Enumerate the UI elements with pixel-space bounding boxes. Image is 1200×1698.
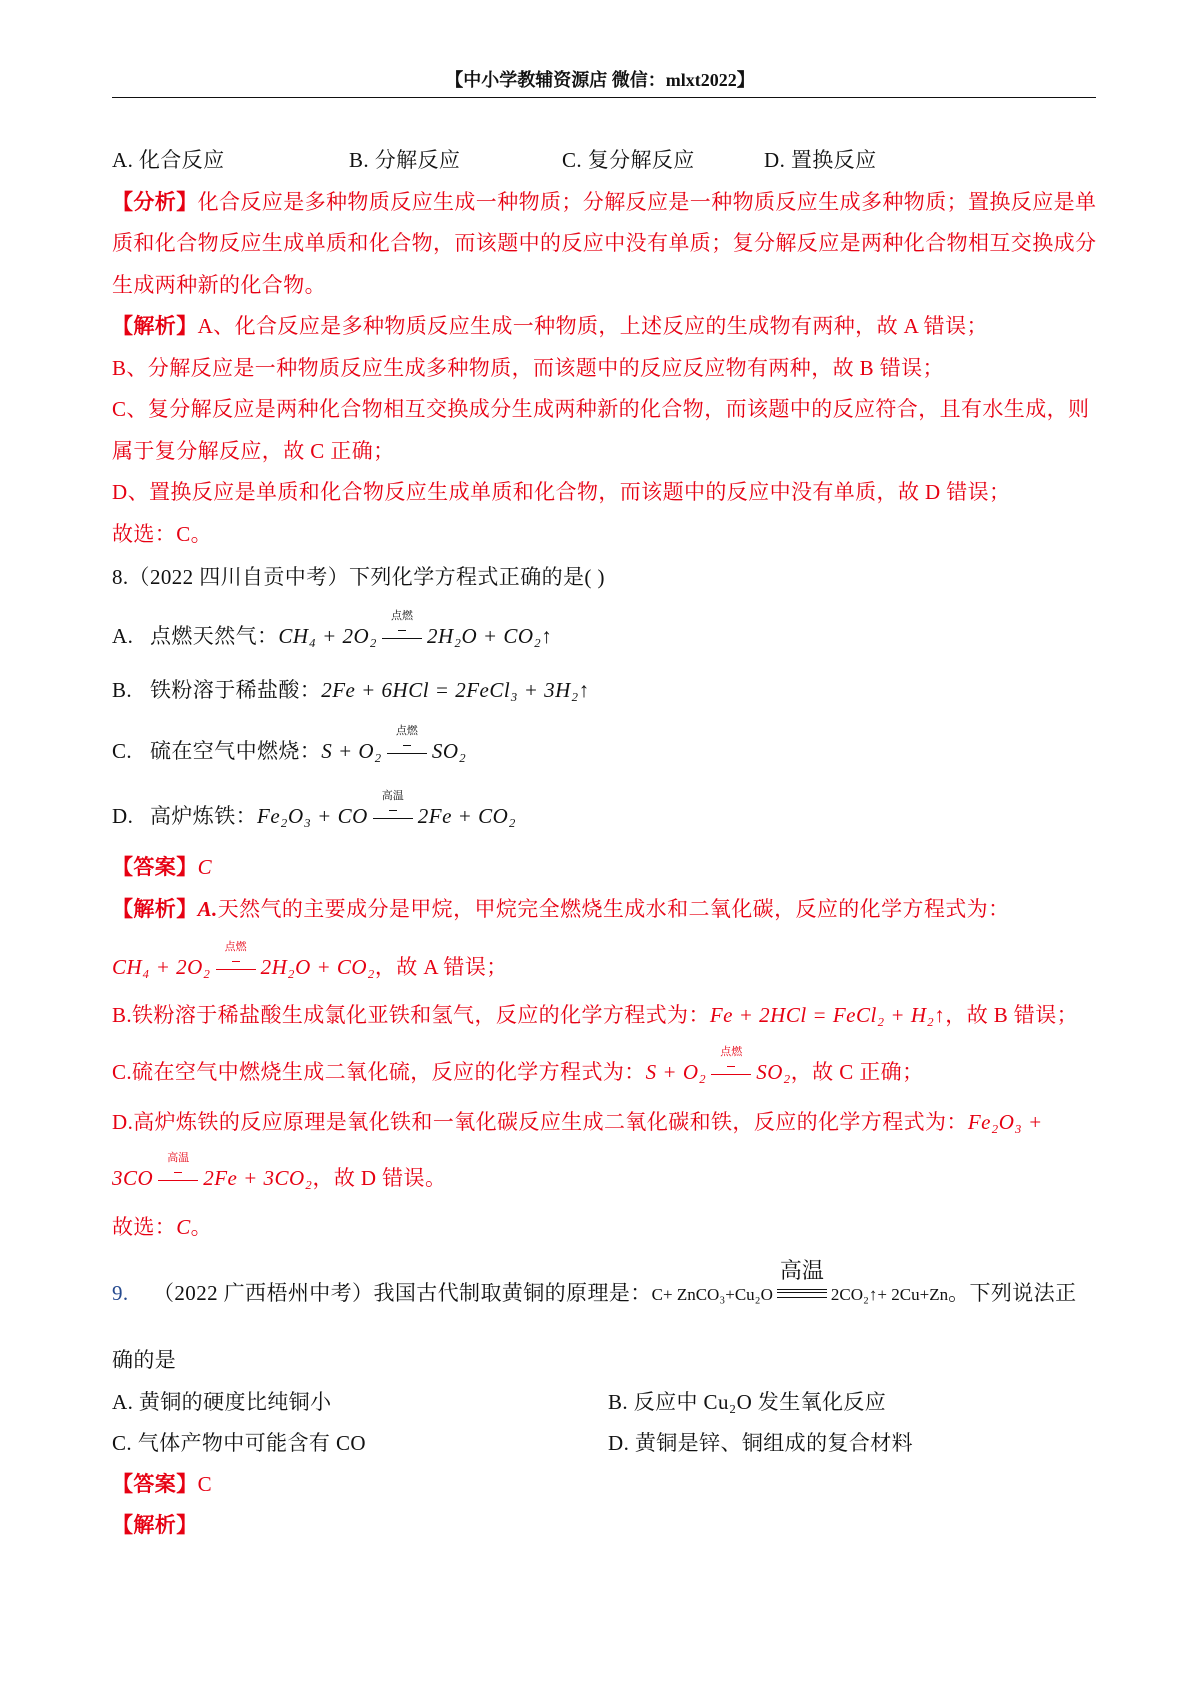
q7-analysis-line: 质和化合物反应生成单质和化合物，而该题中的反应中没有单质；复分解反应是两种化合物相互交换成分 bbox=[112, 231, 1097, 255]
q7-explanation-line: C、复分解反应是两种化合物相互交换成分生成两种新的化合物，而该题中的反应符合，且有水生成，则 bbox=[112, 397, 1090, 421]
explanation-text: C.硫在空气中燃烧生成二氧化硫，反应的化学方程式为： bbox=[112, 1060, 646, 1084]
final-answer-value: C bbox=[176, 1215, 191, 1239]
q7-explanation-line: B、分解反应是一种物质反应生成多种物质，而该题中的反应反应物有两种，故 B 错误； bbox=[112, 356, 944, 380]
explanation-text: B.铁粉溶于稀盐酸生成氯化亚铁和氢气，反应的化学方程式为： bbox=[112, 1003, 710, 1027]
explanation-tag: 【解析】 bbox=[112, 897, 198, 921]
q8-option-a bbox=[112, 610, 1192, 650]
q7-explanation-line bbox=[112, 312, 1192, 340]
q7-analysis-line: 生成两种新的化合物。 bbox=[112, 273, 326, 297]
products: 2CO₂↑+ 2Cu+Zn bbox=[830, 1285, 949, 1304]
reaction-condition bbox=[214, 941, 258, 981]
explanation-verdict: ，故 B 错误； bbox=[945, 1003, 1079, 1027]
q7-option-b: B. 分解反应 bbox=[349, 148, 461, 172]
option-text: 点燃天然气： bbox=[150, 624, 279, 648]
equation-lhs: Fe₂O₃ + bbox=[967, 1110, 1043, 1134]
q8-explanation-d-equation bbox=[112, 1152, 1192, 1192]
q9-option-b: B. 反应中 Cu₂O 发生氧化反应 bbox=[608, 1390, 887, 1414]
q8-explanation-a bbox=[112, 895, 1192, 923]
q7-analysis-line bbox=[112, 188, 1192, 216]
condition-bar bbox=[387, 753, 427, 754]
q8-option-c bbox=[112, 725, 1192, 765]
explanation-tag: 【解析】 bbox=[112, 1513, 198, 1537]
equation-lhs: 3CO bbox=[112, 1166, 154, 1190]
condition-label: 点燃 bbox=[720, 1046, 743, 1058]
q7-explanation-line: 属于复分解反应，故 C 正确； bbox=[112, 439, 395, 463]
equation-rhs: 2H₂O + CO₂ bbox=[260, 955, 375, 979]
condition-bar bbox=[158, 1180, 198, 1181]
equation-lhs: CH₄ + 2O₂ bbox=[278, 624, 378, 648]
option-label: D. bbox=[112, 804, 134, 828]
equation-rhs: 2Fe + 3CO₂ bbox=[203, 1166, 313, 1190]
condition-bar bbox=[216, 969, 256, 970]
equation-lhs: S + O₂ bbox=[321, 739, 382, 763]
reactants: C+ ZnCO₃+Cu₂O bbox=[651, 1285, 773, 1304]
q9-options-row bbox=[112, 1429, 1192, 1457]
equation-rhs: 2H₂O + CO₂↑ bbox=[427, 624, 553, 648]
answer-tag: 【答案】 bbox=[112, 1472, 198, 1496]
q8-stem: 8.（2022 四川自贡中考）下列化学方程式正确的是( ) bbox=[112, 565, 605, 589]
final-suffix: 。 bbox=[190, 1215, 213, 1239]
option-label: B. bbox=[112, 678, 133, 702]
q7-option-a: A. 化合反应 bbox=[112, 148, 225, 172]
q7-final-answer: 故选：C。 bbox=[112, 522, 213, 546]
final-prefix: 故选： bbox=[112, 1215, 177, 1239]
reaction-condition bbox=[775, 1258, 829, 1307]
explanation-item-label: A. bbox=[197, 897, 218, 921]
explanation-verdict: ，故 D 错误。 bbox=[312, 1166, 447, 1190]
q7-option-d: D. 置换反应 bbox=[764, 148, 877, 172]
option-text: 硫在空气中燃烧： bbox=[150, 739, 322, 763]
q8-option-d bbox=[112, 790, 1192, 830]
answer-value: C bbox=[197, 855, 213, 879]
q9-option-a: A. 黄铜的硬度比纯铜小 bbox=[112, 1390, 332, 1414]
q9-explanation bbox=[112, 1511, 1192, 1539]
explanation-text: 天然气的主要成分是甲烷，甲烷完全燃烧生成水和二氧化碳，反应的化学方程式为： bbox=[217, 897, 1010, 921]
condition-label: 点燃 bbox=[395, 725, 418, 737]
equation-lhs: S + O₂ bbox=[645, 1060, 707, 1084]
condition-bar bbox=[382, 638, 422, 639]
condition-label: 高温 bbox=[381, 790, 404, 802]
condition-bar bbox=[711, 1074, 751, 1075]
q8-answer bbox=[112, 853, 1192, 881]
condition-label: 高温 bbox=[167, 1152, 190, 1164]
reaction-condition bbox=[385, 725, 429, 765]
q9-option-c: C. 气体产物中可能含有 CO bbox=[112, 1431, 366, 1455]
condition-label: 点燃 bbox=[224, 941, 247, 953]
explanation-text: A、化合反应是多种物质反应生成一种物质，上述反应的生成物有两种，故 A 错误； bbox=[197, 314, 988, 338]
answer-tag: 【答案】 bbox=[112, 855, 198, 879]
answer-value: C bbox=[197, 1472, 213, 1496]
q9-stem bbox=[112, 1258, 1192, 1307]
q7-explanation-line: D、置换反应是单质和化合物反应生成单质和化合物，而该题中的反应中没有单质，故 D 错误； bbox=[112, 480, 1011, 504]
header-rule bbox=[112, 97, 1096, 98]
explanation-tag: 【解析】 bbox=[112, 314, 198, 338]
analysis-tag: 【分析】 bbox=[112, 190, 198, 214]
q7-options-row bbox=[112, 146, 1192, 174]
q9-option-d: D. 黄铜是锌、铜组成的复合材料 bbox=[608, 1431, 914, 1455]
reaction-condition bbox=[380, 610, 424, 650]
q9-stem-line2: 确的是 bbox=[112, 1348, 177, 1372]
equation-lhs: Fe₂O₃ + CO bbox=[257, 804, 368, 828]
condition-bar bbox=[777, 1289, 827, 1298]
q8-explanation-c bbox=[112, 1046, 1192, 1086]
reaction-condition bbox=[371, 790, 415, 830]
equation: 2Fe + 6HCl = 2FeCl₃ + 3H₂↑ bbox=[321, 678, 590, 702]
q8-explanation-a-equation bbox=[112, 941, 1192, 981]
equation-rhs: SO₂ bbox=[431, 739, 467, 763]
option-text: 铁粉溶于稀盐酸： bbox=[150, 678, 322, 702]
equation-rhs: 2Fe + CO₂ bbox=[417, 804, 517, 828]
reaction-condition bbox=[156, 1152, 200, 1192]
stem-text: 。下列说法正 bbox=[948, 1281, 1077, 1305]
equation-rhs: SO₂ bbox=[756, 1060, 791, 1084]
q7-option-c: C. 复分解反应 bbox=[562, 148, 695, 172]
condition-label: 点燃 bbox=[391, 610, 414, 622]
option-text: 高炉炼铁： bbox=[150, 804, 257, 828]
analysis-text: 化合反应是多种物质反应生成一种物质；分解反应是一种物质反应生成多种物质；置换反应是单 bbox=[197, 190, 1097, 214]
q8-explanation-d bbox=[112, 1108, 1192, 1136]
condition-bar bbox=[373, 818, 413, 819]
question-number: 9. bbox=[112, 1281, 129, 1305]
q8-explanation-b bbox=[112, 1001, 1192, 1029]
explanation-verdict: ，故 C 正确； bbox=[790, 1060, 924, 1084]
explanation-text: D.高炉炼铁的反应原理是氧化铁和一氧化碳反应生成二氧化碳和铁，反应的化学方程式为： bbox=[112, 1110, 968, 1134]
equation: Fe + 2HCl = FeCl₂ + H₂↑ bbox=[709, 1003, 946, 1027]
q8-option-b bbox=[112, 676, 1192, 704]
page-header: 【中小学教辅资源店 微信：mlxt2022】 bbox=[445, 70, 755, 90]
equation-lhs: CH₄ + 2O₂ bbox=[112, 955, 211, 979]
explanation-verdict: ，故 A 错误； bbox=[374, 955, 508, 979]
q8-final-answer bbox=[112, 1213, 1192, 1241]
option-label: A. bbox=[112, 624, 134, 648]
q9-answer bbox=[112, 1470, 1192, 1498]
reaction-condition bbox=[709, 1046, 753, 1086]
condition-label: 高温 bbox=[779, 1258, 824, 1283]
option-label: C. bbox=[112, 739, 133, 763]
q9-options-row bbox=[112, 1388, 1192, 1416]
stem-text: （2022 广西梧州中考）我国古代制取黄铜的原理是： bbox=[153, 1281, 652, 1305]
